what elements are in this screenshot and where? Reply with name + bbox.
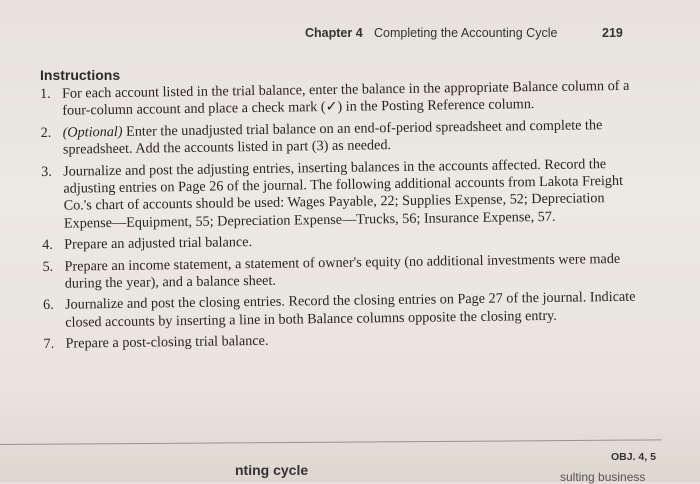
item-number: 5.	[42, 258, 54, 275]
item-optional-tag: (Optional)	[62, 123, 123, 141]
item-number: 3.	[41, 163, 52, 180]
instruction-item	[43, 289, 653, 332]
instructions-list	[40, 77, 654, 357]
chapter-label: Chapter 4	[305, 26, 363, 40]
item-text: Enter the unadjusted trial balance on an end-of-period spreadsheet and complete the spreadsheet. Add the accounts listed in part (3) as needed.	[62, 116, 603, 158]
instruction-item	[42, 250, 652, 293]
instruction-item	[43, 328, 653, 354]
section-divider	[0, 439, 662, 445]
objective-label: OBJ. 4, 5	[611, 451, 656, 463]
item-number: 2.	[40, 124, 52, 141]
chapter-title: Completing the Accounting Cycle	[374, 26, 558, 40]
instruction-item	[40, 77, 650, 120]
instructions-heading: Instructions	[40, 67, 121, 83]
instruction-item	[41, 155, 652, 233]
item-number: 6.	[42, 297, 54, 314]
item-text: Journalize and post the adjusting entries, inserting balances in the accounts affected. Record the adjusting entries on Page 26 of the journal. The following additional accounts from Lakota Freight Co.'s chart of accounts should be used: Wages Payable, 22; Supplies Expense, 52; Depreciation Expense—Equipment, 55; Depreciation Expense—Trucks, 56; Insurance Expense, 57.	[63, 155, 624, 232]
item-number: 1.	[40, 85, 51, 102]
instruction-item	[41, 116, 651, 159]
item-number: 7.	[43, 336, 55, 353]
item-text: Journalize and post the closing entries. Record the closing entries on Page 27 of the journal. Indicate closed accounts by inserting a line in both Balance columns opposite the closing entry.	[64, 289, 636, 331]
item-number: 4.	[42, 237, 53, 254]
item-text: Prepare an income statement, a statement of owner's equity (no additional investments were made during the year), and a balance sheet.	[64, 250, 621, 292]
next-section-text-fragment: sulting business	[560, 470, 646, 484]
page-number: 219	[602, 26, 623, 40]
item-text: Prepare a post-closing trial balance.	[65, 333, 269, 352]
item-text: Prepare an adjusted trial balance.	[64, 234, 253, 253]
next-section-title-fragment: nting cycle	[235, 462, 309, 478]
item-text: For each account listed in the trial balance, enter the balance in the appropriate Balance column of a four-column account and place a check mark (✓) in the Posting Reference column.	[61, 77, 630, 120]
